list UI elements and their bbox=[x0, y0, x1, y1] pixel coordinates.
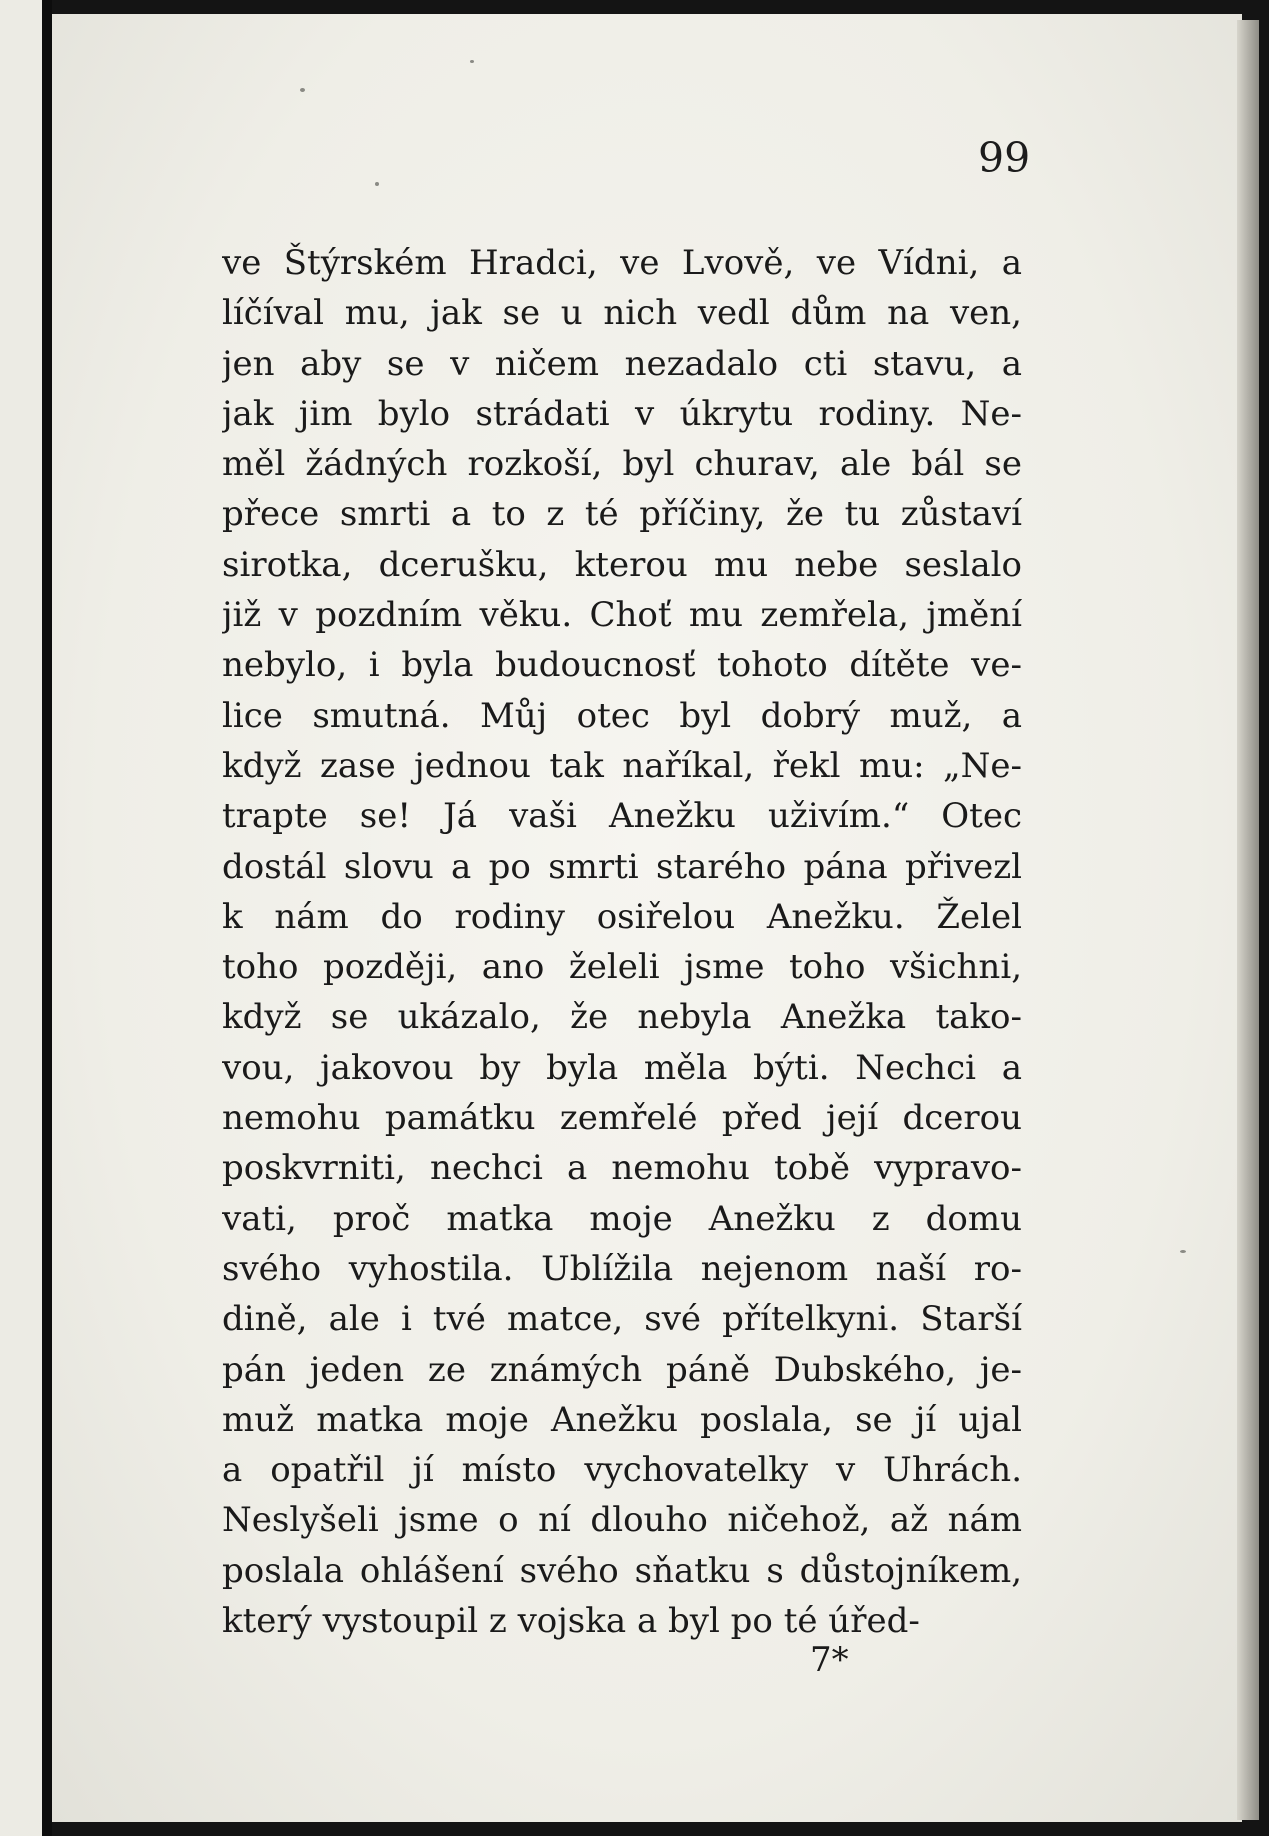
text-line: poskvrniti, nechci a nemohu tobě vypravo- bbox=[222, 1148, 1022, 1189]
text-line: vati, proč matka moje Anežku z domu bbox=[222, 1198, 1022, 1239]
text-line: lice smutná. Můj otec byl dobrý muž, a bbox=[222, 695, 1022, 736]
text-line: jak jim bylo strádati v úkrytu rodiny. Ne- bbox=[222, 393, 1022, 434]
printer-signature-mark: 7* bbox=[810, 1640, 849, 1680]
paper-speck bbox=[300, 88, 305, 92]
facing-page-edge bbox=[0, 0, 42, 1836]
text-line: který vystoupil z vojska a byl po té úřed- bbox=[222, 1601, 920, 1642]
text-line: ve Štýrském Hradci, ve Lvově, ve Vídni, a bbox=[222, 243, 1022, 283]
text-line: když zase jednou tak naříkal, řekl mu: „Ne- bbox=[222, 745, 1022, 786]
text-line: a opatřil jí místo vychovatelky v Uhrách. bbox=[222, 1450, 1022, 1491]
text-line: poslala ohlášení svého sňatku s důstojníkem, bbox=[222, 1550, 1022, 1591]
text-line: muž matka moje Anežku poslala, se jí ujal bbox=[222, 1399, 1022, 1440]
text-line: když se ukázalo, že nebyla Anežka tako- bbox=[222, 997, 1022, 1038]
page-number: 99 bbox=[978, 134, 1031, 182]
binding-shadow bbox=[42, 0, 52, 1836]
text-line: líčíval mu, jak se u nich vedl dům na ven, bbox=[222, 293, 1022, 334]
text-line: pán jeden ze známých páně Dubského, je- bbox=[222, 1349, 1022, 1390]
text-line: svého vyhostila. Ublížila nejenom naší ro- bbox=[222, 1248, 1022, 1289]
paper-speck bbox=[1180, 1250, 1186, 1253]
text-line: již v pozdním věku. Choť mu zemřela, jmění bbox=[222, 595, 1022, 636]
text-line: dině, ale i tvé matce, své přítelkyni. Starší bbox=[222, 1299, 1022, 1340]
page-edge-shadow bbox=[1237, 20, 1259, 1820]
text-line: dostál slovu a po smrti starého pána přivezl bbox=[222, 846, 1022, 887]
text-line: nebylo, i byla budoucnosť tohoto dítěte ve- bbox=[222, 645, 1022, 686]
text-line: Neslyšeli jsme o ní dlouho ničehož, až nám bbox=[222, 1500, 1022, 1541]
paper-speck bbox=[375, 182, 379, 186]
text-line: jen aby se v ničem nezadalo cti stavu, a bbox=[222, 343, 1022, 384]
text-line: k nám do rodiny osiřelou Anežku. Želel bbox=[222, 896, 1022, 937]
text-line: vou, jakovou by byla měla býti. Nechci a bbox=[222, 1047, 1022, 1088]
text-line: měl žádných rozkoší, byl churav, ale bál se bbox=[222, 444, 1022, 485]
text-line: toho později, ano želeli jsme toho všichni, bbox=[222, 947, 1022, 988]
paper-speck bbox=[470, 60, 474, 63]
body-text bbox=[222, 238, 1022, 1646]
text-line: sirotka, dcerušku, kterou mu nebe seslalo bbox=[222, 544, 1022, 585]
text-line: přece smrti a to z té příčiny, že tu zůstaví bbox=[222, 494, 1022, 535]
text-line: trapte se! Já vaši Anežku uživím.“ Otec bbox=[222, 796, 1022, 837]
text-line: nemohu památku zemřelé před její dcerou bbox=[222, 1098, 1022, 1139]
